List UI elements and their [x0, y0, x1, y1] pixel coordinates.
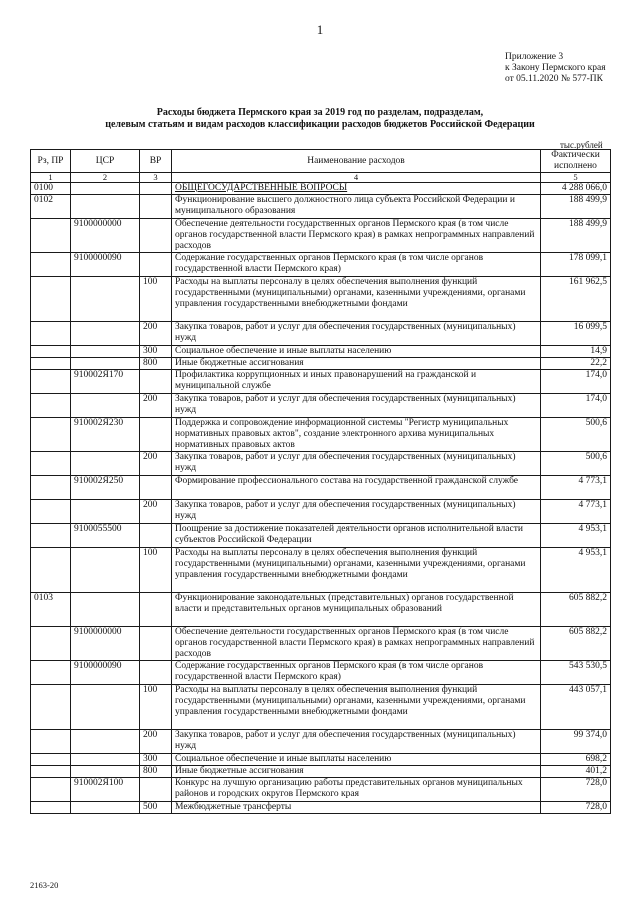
row-csr: 9100055500: [71, 524, 140, 548]
row-rzpr: [31, 253, 71, 277]
row-csr: [71, 730, 140, 754]
row-name: Иные бюджетные ассигнования: [172, 766, 541, 778]
table-row: [31, 394, 611, 418]
row-vr: [140, 253, 172, 277]
row-csr: [71, 685, 140, 730]
row-vr: 800: [140, 358, 172, 370]
row-name: Содержание государственных органов Пермского края (в том числе органов государственной власти Пермского края): [172, 661, 541, 685]
row-vr: 500: [140, 802, 172, 814]
row-vr: 200: [140, 500, 172, 524]
row-csr: [71, 766, 140, 778]
column-number-1: 1: [31, 173, 71, 183]
row-name: Закупка товаров, работ и услуг для обеспечения государственных (муниципальных) нужд: [172, 452, 541, 476]
row-name: Закупка товаров, работ и услуг для обеспечения государственных (муниципальных) нужд: [172, 730, 541, 754]
row-rzpr: [31, 730, 71, 754]
row-rzpr: [31, 418, 71, 452]
table-row: [31, 593, 611, 627]
row-name: Поощрение за достижение показателей деятельности органов исполнительной власти субъектов Российской Федерации: [172, 524, 541, 548]
row-amount: 698,2: [541, 754, 611, 766]
row-name: Конкурс на лучшую организацию работы представительных органов муниципальных районов и городских округов Пермского края: [172, 778, 541, 802]
row-rzpr: [31, 754, 71, 766]
row-rzpr: [31, 548, 71, 593]
row-amount: 443 057,1: [541, 685, 611, 730]
table-row: [31, 253, 611, 277]
row-name: Расходы на выплаты персоналу в целях обеспечения выполнения функций государственными (муниципальными) органами, казенными учреждениями, органами управления государственными внебюджетными фондами: [172, 685, 541, 730]
row-vr: [140, 219, 172, 253]
row-amount: 728,0: [541, 778, 611, 802]
row-rzpr: [31, 627, 71, 661]
row-vr: [140, 476, 172, 500]
table-row: [31, 778, 611, 802]
row-csr: 910002Я230: [71, 418, 140, 452]
row-csr: 9100000090: [71, 253, 140, 277]
table-row: [31, 685, 611, 730]
column-header-name: Наименование расходов: [172, 150, 541, 173]
row-csr: [71, 358, 140, 370]
row-vr: [140, 778, 172, 802]
row-amount: 605 882,2: [541, 627, 611, 661]
row-rzpr: [31, 277, 71, 322]
row-rzpr: [31, 524, 71, 548]
row-name: Обеспечение деятельности государственных органов Пермского края (в том числе органов государственной власти Пермского края) в рамках непрограммных направлений расходов: [172, 627, 541, 661]
units-label: тыс.рублей: [560, 140, 603, 150]
row-name: Обеспечение деятельности государственных органов Пермского края (в том числе органов государственной власти Пермского края) в рамках непрограммных направлений расходов: [172, 219, 541, 253]
row-vr: [140, 627, 172, 661]
row-csr: [71, 346, 140, 358]
table-row: [31, 730, 611, 754]
row-csr: [71, 394, 140, 418]
row-amount: 4 773,1: [541, 500, 611, 524]
table-row: [31, 452, 611, 476]
column-number-4: 4: [172, 173, 541, 183]
table-row: [31, 476, 611, 500]
row-csr: [71, 322, 140, 346]
title-line-1: Расходы бюджета Пермского края за 2019 год по разделам, подразделам,: [156, 107, 484, 118]
row-amount: 4 288 066,0: [541, 183, 611, 195]
table-row: [31, 358, 611, 370]
row-amount: 161 962,5: [541, 277, 611, 322]
row-vr: [140, 195, 172, 219]
row-vr: [140, 370, 172, 394]
table-row: [31, 627, 611, 661]
row-amount: 14,9: [541, 346, 611, 358]
row-vr: [140, 661, 172, 685]
row-amount: 188 499,9: [541, 219, 611, 253]
row-name: Формирование профессионального состава на государственной гражданской службе: [172, 476, 541, 500]
row-rzpr: [31, 219, 71, 253]
column-header-rzpr: Рз, ПР: [31, 150, 71, 173]
table-row: [31, 548, 611, 593]
row-rzpr: 0102: [31, 195, 71, 219]
row-csr: 910002Я250: [71, 476, 140, 500]
row-rzpr: [31, 802, 71, 814]
row-amount: 543 530,5: [541, 661, 611, 685]
table-row: [31, 183, 611, 195]
row-vr: [140, 524, 172, 548]
row-rzpr: [31, 685, 71, 730]
row-csr: [71, 277, 140, 322]
page-number: 1: [316, 22, 324, 37]
row-rzpr: [31, 346, 71, 358]
row-csr: 9100000000: [71, 627, 140, 661]
row-vr: [140, 593, 172, 627]
row-rzpr: 0103: [31, 593, 71, 627]
table-row: [31, 661, 611, 685]
table-row: [31, 322, 611, 346]
row-name: Функционирование законодательных (представительных) органов государственной власти и представительных органов муниципальных образований: [172, 593, 541, 627]
row-csr: [71, 802, 140, 814]
appendix-line-1: Приложение 3: [505, 52, 564, 62]
row-rzpr: [31, 766, 71, 778]
row-vr: 300: [140, 346, 172, 358]
row-rzpr: 0100: [31, 183, 71, 195]
appendix-line-2: к Закону Пермского края: [505, 63, 606, 73]
row-amount: 4 953,1: [541, 524, 611, 548]
table-row: [31, 754, 611, 766]
row-vr: [140, 183, 172, 195]
appendix-line-3: от 05.11.2020 № 577-ПК: [505, 74, 603, 84]
table-row: [31, 370, 611, 394]
table-header-row: [31, 150, 611, 173]
row-vr: 100: [140, 685, 172, 730]
row-amount: 500,6: [541, 452, 611, 476]
row-rzpr: [31, 476, 71, 500]
table-row: [31, 500, 611, 524]
row-csr: 9100000000: [71, 219, 140, 253]
appendix-note: [505, 52, 606, 85]
row-name: Социальное обеспечение и иные выплаты населению: [172, 754, 541, 766]
column-number-row: [31, 173, 611, 183]
row-rzpr: [31, 370, 71, 394]
row-csr: [71, 593, 140, 627]
row-vr: 200: [140, 322, 172, 346]
row-csr: [71, 195, 140, 219]
table-row: [31, 277, 611, 322]
table-row: [31, 524, 611, 548]
column-header-amount: Фактически исполнено: [541, 150, 611, 173]
row-csr: 9100000090: [71, 661, 140, 685]
row-amount: 728,0: [541, 802, 611, 814]
row-vr: 200: [140, 730, 172, 754]
row-amount: 500,6: [541, 418, 611, 452]
table-row: [31, 418, 611, 452]
row-csr: [71, 500, 140, 524]
column-header-vr: ВР: [140, 150, 172, 173]
row-name: Закупка товаров, работ и услуг для обеспечения государственных (муниципальных) нужд: [172, 394, 541, 418]
row-vr: 800: [140, 766, 172, 778]
column-number-3: 3: [140, 173, 172, 183]
column-number-2: 2: [71, 173, 140, 183]
row-csr: [71, 754, 140, 766]
row-csr: 910002Я100: [71, 778, 140, 802]
table-row: [31, 346, 611, 358]
row-rzpr: [31, 322, 71, 346]
column-header-csr: ЦСР: [71, 150, 140, 173]
row-amount: 605 882,2: [541, 593, 611, 627]
row-rzpr: [31, 358, 71, 370]
row-vr: [140, 418, 172, 452]
row-name: Межбюджетные трансферты: [172, 802, 541, 814]
row-rzpr: [31, 394, 71, 418]
row-amount: 174,0: [541, 370, 611, 394]
row-name: ОБЩЕГОСУДАРСТВЕННЫЕ ВОПРОСЫ: [172, 183, 541, 195]
row-vr: 200: [140, 394, 172, 418]
row-name: Профилактика коррупционных и иных правонарушений на гражданской и муниципальной службе: [172, 370, 541, 394]
row-name: Иные бюджетные ассигнования: [172, 358, 541, 370]
row-amount: 401,2: [541, 766, 611, 778]
row-rzpr: [31, 452, 71, 476]
row-name: Расходы на выплаты персоналу в целях обеспечения выполнения функций государственными (муниципальными) органами, казенными учреждениями, органами управления государственными внебюджетными фондами: [172, 548, 541, 593]
footer-code: 2163-20: [30, 880, 59, 890]
column-number-5: 5: [541, 173, 611, 183]
row-amount: 4 953,1: [541, 548, 611, 593]
expenditure-table: [30, 149, 611, 814]
row-amount: 22,2: [541, 358, 611, 370]
table-row: [31, 766, 611, 778]
row-name: Функционирование высшего должностного лица субъекта Российской Федерации и муниципального образования: [172, 195, 541, 219]
table-row: [31, 802, 611, 814]
row-name: Содержание государственных органов Пермского края (в том числе органов государственной власти Пермского края): [172, 253, 541, 277]
row-vr: 300: [140, 754, 172, 766]
row-vr: 100: [140, 277, 172, 322]
row-amount: 99 374,0: [541, 730, 611, 754]
row-name: Расходы на выплаты персоналу в целях обеспечения выполнения функций государственными (муниципальными) органами, казенными учреждениями, органами управления государственными внебюджетными фондами: [172, 277, 541, 322]
row-amount: 188 499,9: [541, 195, 611, 219]
row-amount: 174,0: [541, 394, 611, 418]
row-rzpr: [31, 661, 71, 685]
row-rzpr: [31, 500, 71, 524]
row-vr: 200: [140, 452, 172, 476]
row-csr: [71, 183, 140, 195]
row-name: Закупка товаров, работ и услуг для обеспечения государственных (муниципальных) нужд: [172, 322, 541, 346]
row-amount: 4 773,1: [541, 476, 611, 500]
row-name: Закупка товаров, работ и услуг для обеспечения государственных (муниципальных) нужд: [172, 500, 541, 524]
row-name: Социальное обеспечение и иные выплаты населению: [172, 346, 541, 358]
row-vr: 100: [140, 548, 172, 593]
row-rzpr: [31, 778, 71, 802]
row-csr: 910002Я170: [71, 370, 140, 394]
row-amount: 16 099,5: [541, 322, 611, 346]
row-csr: [71, 548, 140, 593]
table-row: [31, 195, 611, 219]
document-title: [40, 107, 600, 131]
title-line-2: целевым статьям и видам расходов классификации расходов бюджетов Российской Федерации: [105, 119, 535, 130]
table-row: [31, 219, 611, 253]
row-csr: [71, 452, 140, 476]
row-name: Поддержка и сопровождение информационной системы "Регистр муниципальных нормативных правовых актов", создание электронного архива муниципальных нормативных правовых актов: [172, 418, 541, 452]
row-amount: 178 099,1: [541, 253, 611, 277]
